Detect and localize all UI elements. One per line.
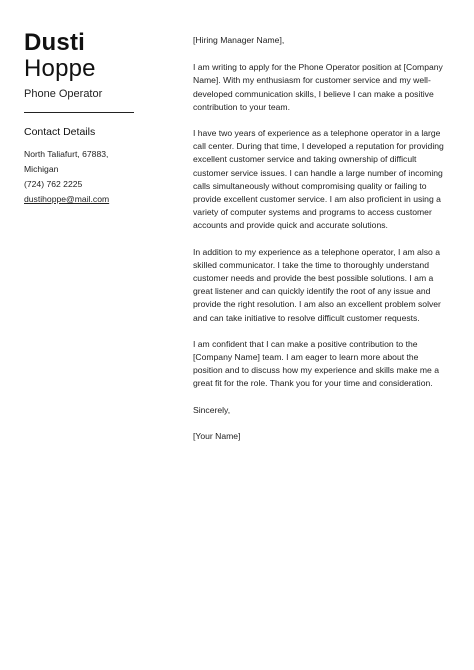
letter-paragraph-4: I am confident that I can make a positive contribution to the [Company Name] team. I am eager to learn more about the position and to discuss how my experience and skills make me a great fit for the role. Thank you for your time and consideration. <box>193 338 439 389</box>
phone-number: (724) 762 2225 <box>24 179 83 189</box>
divider <box>24 112 134 113</box>
job-title: Phone Operator <box>24 88 103 100</box>
address-line-1: North Taliafurt, 67883, <box>24 149 109 159</box>
address-line-2: Michigan <box>24 164 59 174</box>
last-name: Hoppe <box>24 55 96 82</box>
salutation: [Hiring Manager Name], <box>193 35 285 45</box>
email-link[interactable]: dustihoppe@mail.com <box>24 194 110 204</box>
letter-paragraph-2: I have two years of experience as a telephone operator in a large call center. During that time, I developed a reputation for providing excellent customer service and taking ownership of difficult customer service issues. I can handle a large number of incoming calls simultaneously without compromising quality or failing to provide excellent customer service. I am also proficient in using a variety of computer systems and programs to access customer accounts and provide quick and accurate solutions. <box>193 128 444 231</box>
contact-details <box>24 147 136 207</box>
letter-paragraph-3: In addition to my experience as a telephone operator, I am also a skilled communicator. I take the time to thoroughly understand customer needs and provide the best possible solutions. I am a great listener and can quickly identify the root of any issue and provide the right resolution. I am also an excellent problem solver and can take initiative to resolve difficult customer requests. <box>193 246 441 323</box>
sidebar <box>24 30 136 207</box>
letter-paragraph-1: I am writing to apply for the Phone Operator position at [Company Name]. With my enthusiasm for customer service and my well-developed communication skills, I believe I can make a positive contribution to your team. <box>193 62 443 112</box>
contact-details-heading: Contact Details <box>24 126 96 138</box>
first-name: Dusti <box>24 29 85 56</box>
cover-letter-body <box>193 34 447 456</box>
closing: Sincerely, <box>193 404 231 415</box>
signature: [Your Name] <box>193 430 241 441</box>
